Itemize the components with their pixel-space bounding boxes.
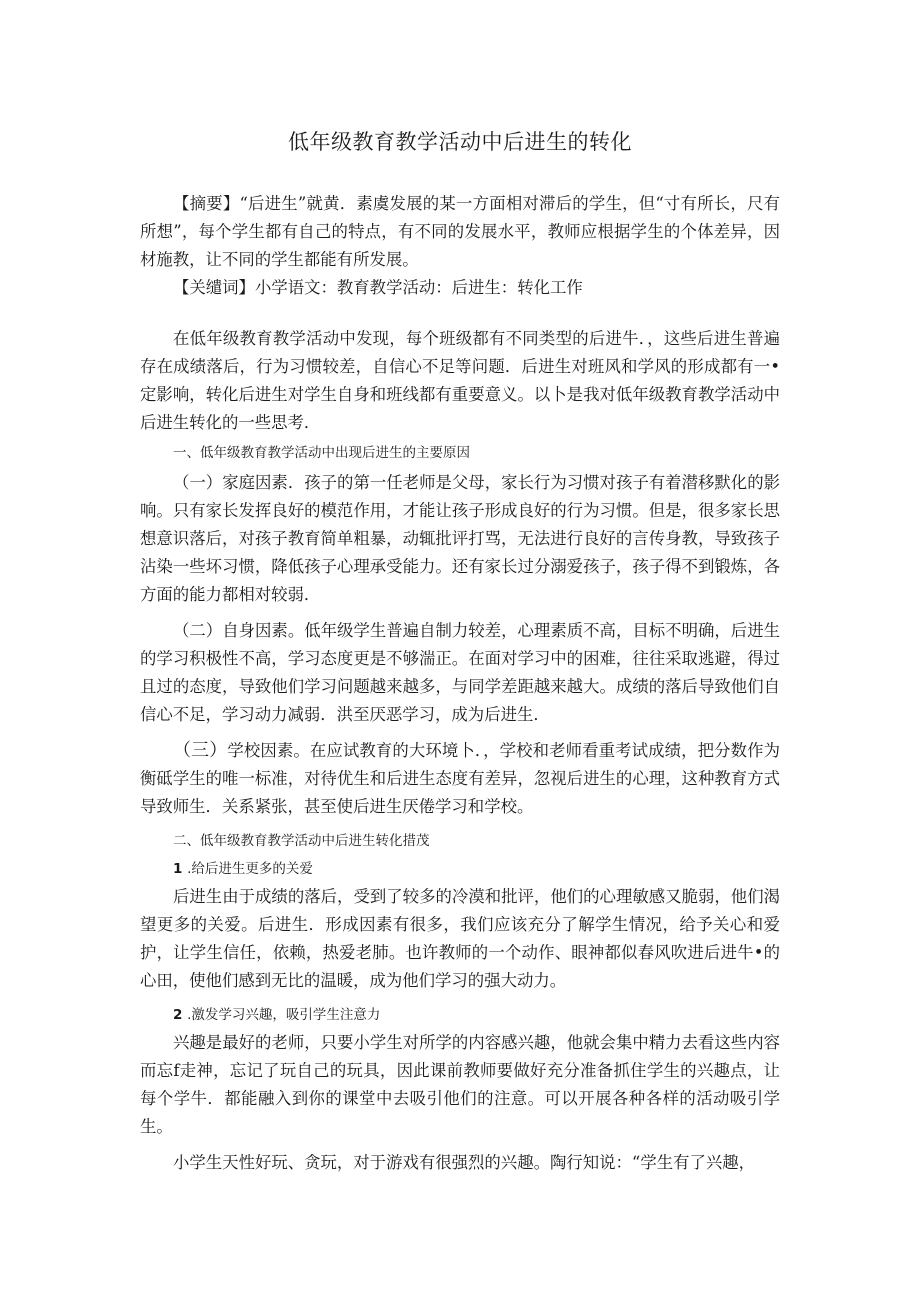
subsection1-title: .给后进生更多的关爱 — [187, 861, 313, 877]
subsection2-title: .激发学习兴趣，吸引学生注意力 — [187, 1007, 381, 1023]
intro-paragraph: 在低年级教育教学活动中发现，每个班级都有不同类型的后进牛．，这些后进生普遍存在成绩落后，行为习惯较差，自信心不足等问题．后进生对班风和学风的形成都有一•定影响，转化后进生对学生自身和班线都有重要意义。以卜是我对低年级教育教学活动中后进生转化的一些思考． — [140, 329, 780, 432]
subsection2-number: 2 — [173, 1007, 183, 1023]
section1-paragraph-self: （二）自身因素。低年级学生普遍自制力较差，心理素质不高，目标不明确，后进生的学习积极性不高，学习态度更是不够湍正。在面对学习中的困难，往往采取逃避，得过且过的态度，导致他们学习问题越来越多，与同学差距越来越大。成绩的落后导致他们自信心不足，学习动力减弱．洪至厌恶学习，成为后进生． — [140, 621, 780, 724]
section1-paragraph-school-number: （三） — [173, 740, 228, 761]
subsection1-number: 1 — [173, 861, 183, 877]
keywords-paragraph: 【关缱词】小学语文：教育教学活动：后进生：转化工作 — [173, 278, 583, 297]
subsection2-paragraph-2: 小学生天性好玩、贪玩，对于游戏有很强烈的兴趣。陶行知说：“学生有了兴趣， — [173, 1153, 756, 1172]
section1-paragraph-school-text: 学校因素。在应试教育的大环境卜．，学校和老师看重考试成绩，把分数作为衡砥学生的唯一标准，对待优生和后进生态度有差异，忽视后进生的心理，这种教育方式导致师生．关系紧张，甚至使后进生厌倦学习和学校。 — [140, 741, 780, 816]
subsection1-paragraph: 后进生由于成绩的落后，受到了较多的冷漠和批评，他们的心理敏感又脆弱，他们渴望更多的关爱。后进生．形成因素有很多，我们应该充分了解学生情况，给予关心和爱护，让学生信任，依赖，热爱老肺。也许教师的一个动作、眼神都似春风吹进后进牛•的心田，使他们感到无比的温暖，成为他们学习的强大动力。 — [140, 887, 780, 990]
subsection2-heading — [140, 1003, 780, 1027]
document-title: 低年级教育教学活动中后进生的转化 — [288, 130, 632, 154]
subsection1-heading — [140, 857, 780, 881]
section-gap — [140, 302, 780, 325]
section1-paragraph-school — [140, 737, 780, 821]
section1-heading: 一、低年级教育教学活动中出现后进生的主要原因 — [173, 445, 470, 461]
subsection2-paragraph-1: 兴趣是最好的老师，只要小学生对所学的内容感兴趣，他就会集中精力去看这些内容而忘f走神，忘记了玩自己的玩具，因此课前教师要做好充分准备抓住学生的兴趣点，让每个学牛．都能融入到你的课堂中去吸引他们的注意。可以开展各种各样的活动吸引学生。 — [140, 1033, 780, 1136]
section2-heading: 二、低年级教育教学活动中后进生转化措茂 — [173, 833, 430, 849]
document-body — [140, 190, 780, 1177]
section1-paragraph-family: （一）家庭因素．孩子的第一任老师是父母，家长行为习惯对孩子有着潜移默化的影响。只有家长发挥良好的模范作用，才能让孩子形成良好的行为习惯。但是，很多家长思想意识落后，对孩子教育简单粗暴，动辄批评打骂，无法进行良好的言传身教，导致孩子沾染一些坏习惯，降低孩子心理承受能力。还有家长过分溺爱孩子，孩子得不到锻炼，各方面的能力都相对较弱． — [140, 473, 780, 604]
abstract-paragraph: 【摘要】“后进生”就黄．素虞发展的某一方面相对滞后的学生，但“寸有所长，尺有所想”，每个学生都有自己的特点，有不同的发展水平，教师应根据学生的个体差异，因材施教，让不同的学生都能有所发展。 — [140, 194, 780, 269]
